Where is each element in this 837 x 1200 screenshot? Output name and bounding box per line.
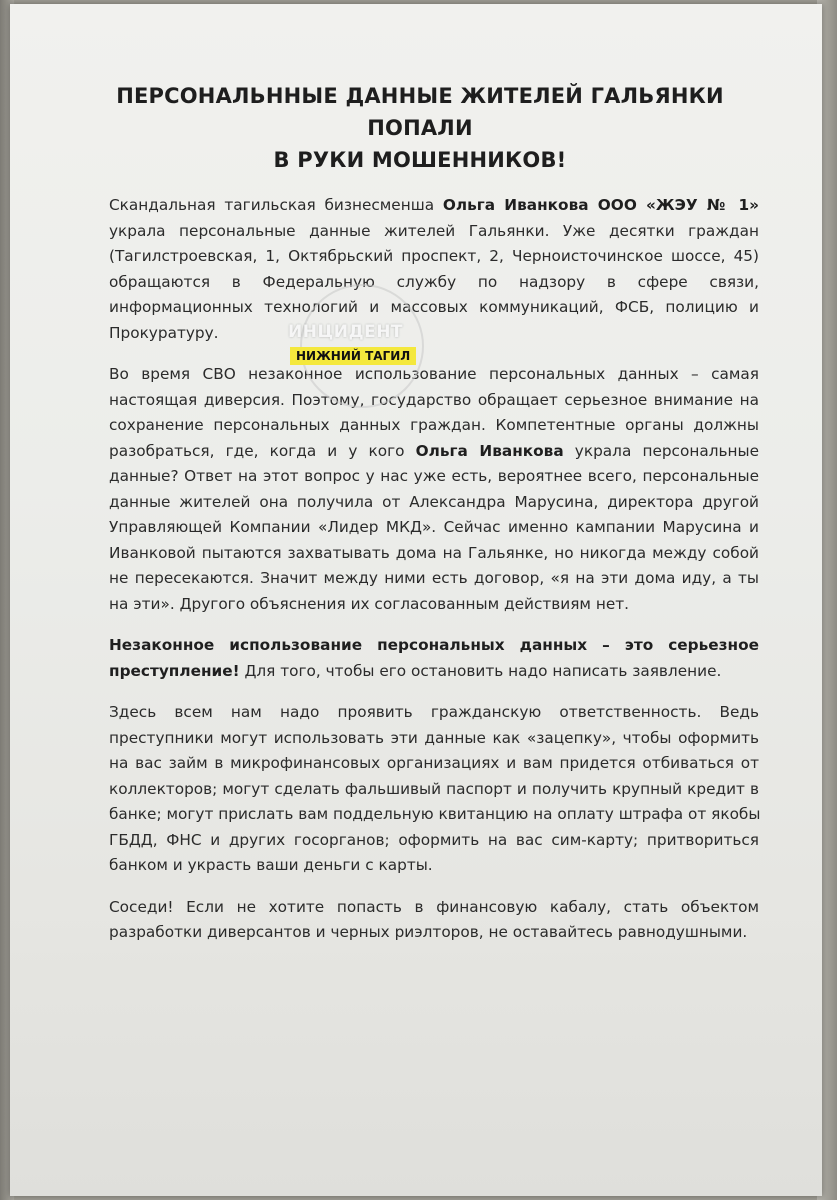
paragraph-line: обращаются в Федеральную службу по надзору в сфере связи, xyxy=(109,272,759,291)
bold-text-run: Ольга Иванкова xyxy=(415,441,564,460)
text-run: Скандальная тагильская бизнесменша xyxy=(109,196,443,214)
fingerprint-icon xyxy=(300,284,424,408)
paragraph-line: украла персональные данные жителей Гальянки. Уже десятки граждан xyxy=(109,221,759,240)
paragraph-3 xyxy=(109,633,759,684)
paragraph-2 xyxy=(109,362,759,617)
paragraph-line: (Тагилстроевская, 1, Октябрьский проспект, 2, Черноисточинское шоссе, 45) xyxy=(109,247,759,265)
watermark-title: ИНЦИДЕНТ xyxy=(288,322,404,342)
bold-text-run: Незаконное использование персональных данных – это серьезное xyxy=(109,636,759,654)
paragraph-line: на вас займ в микрофинансовых организациях и вам придется отбиваться от xyxy=(109,754,759,772)
watermark-badge: НИЖНИЙ ТАГИЛ xyxy=(290,347,416,365)
paragraph-line: информационных технологий и массовых коммуникаций, ФСБ, полицию и xyxy=(109,298,759,316)
text-run: украла персональные xyxy=(563,441,759,460)
paragraph-line: Прокуратуру. xyxy=(109,323,219,342)
incident-watermark xyxy=(280,322,420,372)
paragraph-5 xyxy=(109,895,759,946)
document-title xyxy=(70,80,770,176)
text-run: разобраться, где, когда и у кого xyxy=(109,441,416,460)
paragraph-line: на эти». Другого объяснения их согласованным действиям нет. xyxy=(109,594,630,613)
paragraph-line: Соседи! Если не хотите попасть в финансовую кабалу, стать объектом xyxy=(109,897,759,916)
paragraph-line: настоящая диверсия. Поэтому, государство обращает серьезное внимание на xyxy=(109,390,759,409)
title-line-2: В РУКИ МОШЕННИКОВ! xyxy=(273,148,567,172)
paragraph-line xyxy=(109,193,759,219)
paragraph-line: данные? Ответ на этот вопрос у нас уже есть, вероятнее всего, персональные xyxy=(109,467,759,485)
paragraph-line: Во время СВО незаконное использование персональных данных – самая xyxy=(109,365,759,383)
paragraph-line: ГБДД, ФНС и других госорганов; оформить на вас сим-карту; притвориться xyxy=(109,830,759,849)
paragraph-line: не пересекаются. Значит между ними есть договор, «я на эти дома иду, а ты xyxy=(109,569,759,587)
paragraph-line: разработки диверсантов и черных риэлторов, не оставайтесь равнодушными. xyxy=(109,923,748,941)
paragraph-line: данные жителей она получила от Александра Марусина, директора другой xyxy=(109,492,759,511)
bold-text-run: Ольга Иванкова ООО «ЖЭУ № 1» xyxy=(442,196,759,214)
paragraph-line: банком и украсть ваши деньги с карты. xyxy=(109,856,433,874)
paragraph-line: банке; могут прислать вам поддельную квитанцию на оплату штрафа от якобы xyxy=(109,805,761,823)
paper-sheet xyxy=(10,4,822,1196)
text-run: Для того, чтобы его остановить надо написать заявление. xyxy=(239,661,722,680)
document-body xyxy=(109,193,759,962)
bold-text-run: преступление! xyxy=(109,661,240,680)
paragraph-line xyxy=(109,439,759,465)
paragraph-line: Здесь всем нам надо проявить гражданскую ответственность. Ведь xyxy=(109,703,759,721)
paragraph-line: преступники могут использовать эти данные как «зацепку», чтобы оформить xyxy=(109,728,759,747)
paragraph-1 xyxy=(109,193,759,346)
paragraph-4 xyxy=(109,700,759,879)
paragraph-line xyxy=(109,659,759,685)
title-line-1: ПЕРСОНАЛЬННЫЕ ДАННЫЕ ЖИТЕЛЕЙ ГАЛЬЯНКИ ПОПАЛИ xyxy=(116,84,724,140)
paragraph-line: сохранение персональных данных граждан. Компетентные органы должны xyxy=(109,416,759,434)
paragraph-line: Иванковой пытаются захватывать дома на Гальянке, но никогда между собой xyxy=(109,543,759,562)
paragraph-line xyxy=(109,633,759,659)
paragraph-line: коллекторов; могут сделать фальшивый паспорт и получить крупный кредит в xyxy=(109,779,759,798)
paragraph-line: Управляющей Компании «Лидер МКД». Сейчас именно кампании Марусина и xyxy=(109,518,759,536)
